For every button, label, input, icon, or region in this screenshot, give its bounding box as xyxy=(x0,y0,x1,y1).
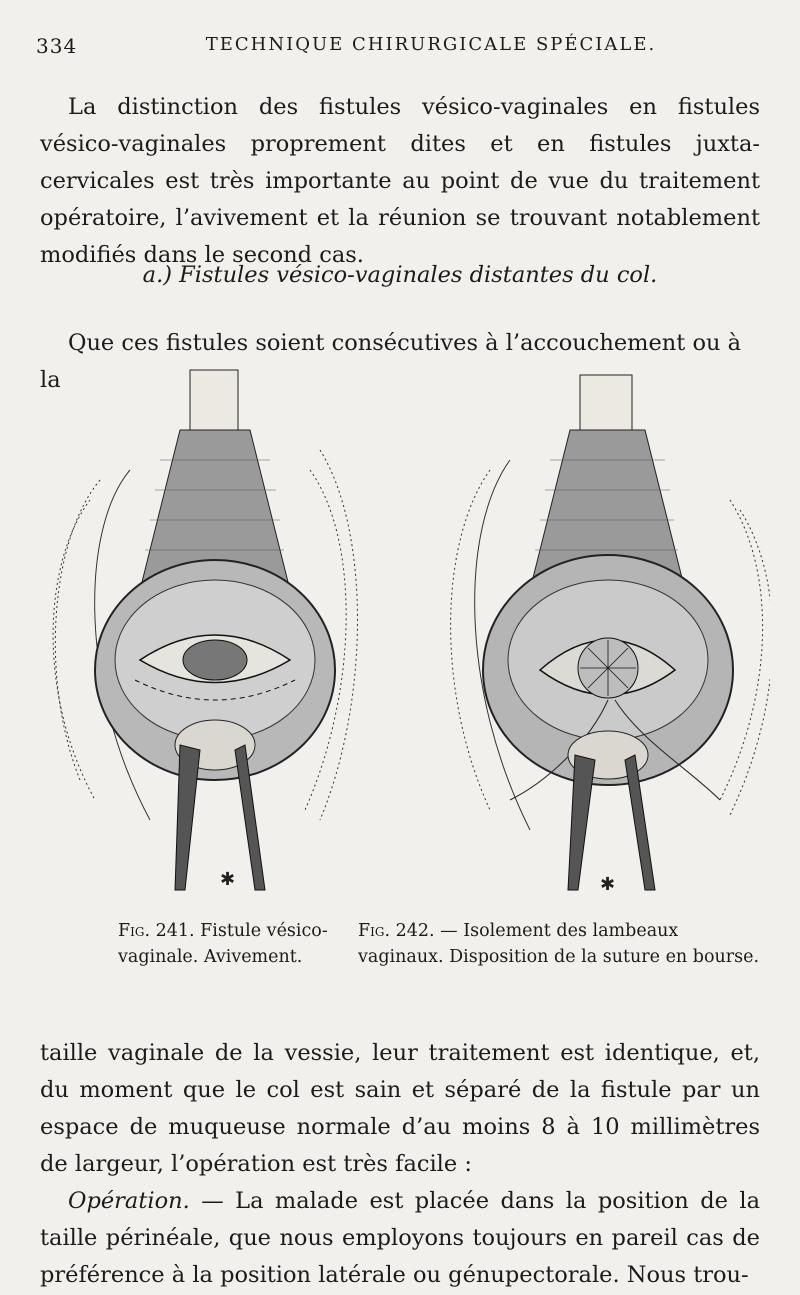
figure-241-label: Fig. 241. xyxy=(118,921,195,941)
svg-text:✱: ✱ xyxy=(220,869,236,890)
paragraph-start: Que ces fistules soient consécutives à l’accouchement ou à la xyxy=(40,329,742,393)
paragraph-continued: taille vaginale de la vessie, leur traitement est identique, et, du moment que le col est sain et séparé de la fistule par un espace de muqueuse normale d’au moins 8 à 10 millimètres de largeur, l’opération est très facile : xyxy=(40,1039,760,1177)
running-title: TECHNIQUE CHIRURGICALE SPÉCIALE. xyxy=(205,34,657,55)
figure-242-caption xyxy=(358,918,768,970)
page-header xyxy=(36,34,756,64)
figure-242-text: — Isolement des lambeaux vaginaux. Disposition de la suture en bourse. xyxy=(358,921,760,967)
figure-241-illustration xyxy=(40,360,370,900)
page-number: 334 xyxy=(36,34,78,58)
paragraph-operation xyxy=(40,1183,760,1294)
figures-area xyxy=(40,360,770,900)
operation-lead: Opération. xyxy=(68,1187,190,1214)
figure-242-illustration xyxy=(430,360,770,900)
svg-text:✱: ✱ xyxy=(600,874,616,895)
figure-241-text: Fistule vésico-vaginale. Avivement. xyxy=(118,921,328,967)
figure-242-label: Fig. 242. xyxy=(358,921,435,941)
paragraph-intro: La distinction des fistules vésico-vaginales en fistules vésico-vaginales proprement dites et en fistules juxta-cervicales est très importante au point de vue du traitement opératoire, l’avivement et la réunion se trouvant notablement modifiés dans le second cas. xyxy=(40,93,760,268)
figure-241-caption xyxy=(118,918,358,970)
operation-text: — La malade est placée dans la position de la taille périnéale, que nous employons toujours en pareil cas de préférence à la position latérale ou génupectorale. Nous trou- xyxy=(40,1187,760,1288)
section-heading: a.) Fistules vésico-vaginales distantes du col. xyxy=(142,262,658,288)
